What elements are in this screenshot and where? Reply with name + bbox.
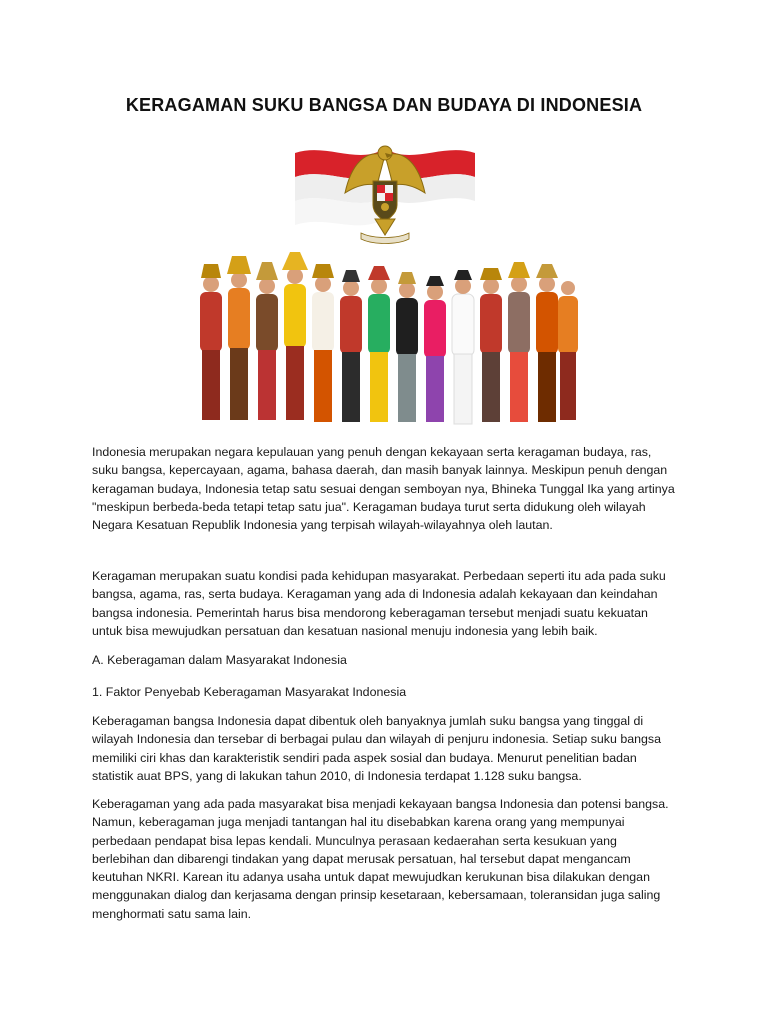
document-title: KERAGAMAN SUKU BANGSA DAN BUDAYA DI INDONESIA [125,95,643,115]
paragraph-potensi [92,795,692,923]
traditional-costumes-group-image [188,252,580,430]
paragraph-line: memiliki ciri khas dan karakteristik sendiri pada aspek sosial dan budaya. Menurut penelitian badan [92,750,637,765]
paragraph-faktor [92,712,692,785]
section-heading-a: A. Keberagaman dalam Masyarakat Indonesia [92,653,347,667]
paragraph-line: keutuhan NKRI. Karean itu adanya usaha untuk dapat mewujudkan kerukunan bisa dilakukan dengan [92,870,650,885]
paragraph-line: Keragaman merupakan suatu kondisi pada kehidupan masyarakat. Perbedaan seperti itu ada pada suku [92,569,666,583]
paragraph-keragaman [92,567,692,640]
paragraph-line: statistik auat BPS, yang di lakukan tahun 2010, di Indonesia terdapat 1.128 suku bangsa. [92,768,582,783]
paragraph-line: perbedaan pendapat bisa lepas kendali. Munculnya perasaan kedaerahan serta kesukuan yang [92,833,617,848]
paragraph-line: "meskipun berbeda-beda tetapi tetap satu jua". Keragaman budaya turut serta didukung oleh wilayah [92,499,646,514]
paragraph-line: menggunakan dialog dan kerjasama dengan prinsip kesetaraan, kebersamaan, toleransidan juga saling [92,888,661,903]
paragraph-line: Indonesia merupakan negara kepulauan yang penuh dengan kekayaan serta keragaman budaya, ras, [92,445,652,459]
subsection-heading-1: 1. Faktor Penyebab Keberagaman Masyarakat Indonesia [92,685,407,699]
paragraph-line: Keberagaman bangsa Indonesia dapat dibentuk oleh banyaknya jumlah suku bangsa yang tinggal di [92,714,644,728]
paragraph-intro [92,443,692,534]
paragraph-line: suku bangsa, kepercayaan, agama, bahasa daerah, dan masih banyak lainnya. Meskipun penuh dengan [92,463,668,478]
paragraph-line: bangsa indonesia. Pemerintah harus bisa mendorong keberagaman tersebut menjadi suatu kekuatan [92,605,648,620]
paragraph-line: keragaman budaya, Indonesia tetap satu sesuai dengan semboyan nya, Bhineka Tunggal Ika yang artinya [92,481,675,496]
paragraph-line: menghormati satu sama lain. [92,906,252,921]
garuda-emblem-image [285,135,485,245]
paragraph-line: berlebihan dan dibarengi tindakan yang dapat merusak persatuan, hal tersebut dapat mengancam [92,851,631,866]
paragraph-line: Namun, keberagaman juga menjadi tantangan hal itu disebabkan karena orang yang mempunyai [92,815,625,830]
paragraph-line: Keberagaman yang ada pada masyarakat bisa menjadi kekayaan bangsa Indonesia dan potensi bangsa. [92,797,669,811]
paragraph-line: wilayah Indonesia dan tersebar di berbagai pulau dan wilayah di penjuru indonesia. Setiap suku bangsa [92,732,661,747]
paragraph-line: bangsa, agama, ras, serta budaya. Keragaman yang ada di Indonesia adalah kekayaan dan keindahan [92,587,658,602]
paragraph-line: Negara Kesatuan Republik Indonesia yang terpisah wilayah-wilayahnya oleh lautan. [92,518,553,533]
paragraph-line: untuk bisa mewujudkan persatuan dan kesatuan nasional menuju indonesia yang lebih baik. [92,623,598,638]
